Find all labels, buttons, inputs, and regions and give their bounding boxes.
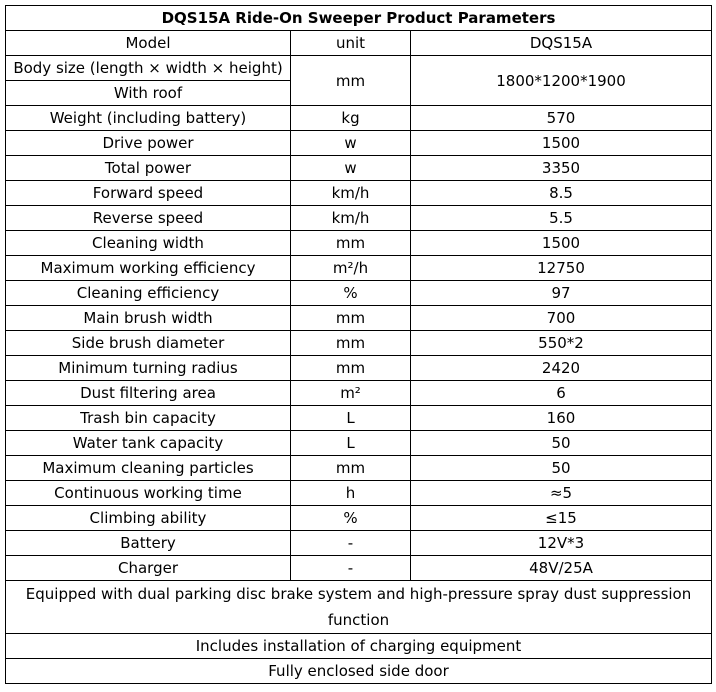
table-row [6, 506, 712, 531]
cell-param: Total power [6, 156, 291, 181]
cell-unit: L [291, 431, 411, 456]
cell-value: 160 [411, 406, 712, 431]
body-size-roof-label: With roof [6, 81, 291, 106]
cell-unit: % [291, 281, 411, 306]
table-row [6, 281, 712, 306]
cell-value: 48V/25A [411, 556, 712, 581]
table-row [6, 156, 712, 181]
cell-unit: L [291, 406, 411, 431]
cell-value: 50 [411, 456, 712, 481]
cell-value: 2420 [411, 356, 712, 381]
cell-param: Main brush width [6, 306, 291, 331]
cell-param: Minimum turning radius [6, 356, 291, 381]
cell-value: 97 [411, 281, 712, 306]
header-row [6, 31, 712, 56]
table-row [6, 331, 712, 356]
cell-unit: - [291, 556, 411, 581]
cell-unit: h [291, 481, 411, 506]
cell-value: 3350 [411, 156, 712, 181]
cell-unit: % [291, 506, 411, 531]
cell-value: 50 [411, 431, 712, 456]
table-row [6, 456, 712, 481]
cell-value: 5.5 [411, 206, 712, 231]
cell-unit: m² [291, 381, 411, 406]
table-row [6, 256, 712, 281]
cell-value: 1500 [411, 131, 712, 156]
cell-param: Dust filtering area [6, 381, 291, 406]
header-value: DQS15A [411, 31, 712, 56]
note-row [6, 581, 712, 634]
body-size-unit: mm [291, 56, 411, 106]
body-size-label: Body size (length × width × height) [6, 56, 291, 81]
table-title: DQS15A Ride-On Sweeper Product Parameters [6, 6, 712, 31]
header-unit: unit [291, 31, 411, 56]
cell-param: Climbing ability [6, 506, 291, 531]
cell-value: 6 [411, 381, 712, 406]
cell-param: Cleaning efficiency [6, 281, 291, 306]
cell-value: 1500 [411, 231, 712, 256]
cell-value: 8.5 [411, 181, 712, 206]
cell-value: 570 [411, 106, 712, 131]
cell-param: Trash bin capacity [6, 406, 291, 431]
cell-param: Maximum working efficiency [6, 256, 291, 281]
table-row [6, 356, 712, 381]
note-text: Includes installation of charging equipment [6, 634, 712, 659]
cell-unit: kg [291, 106, 411, 131]
body-size-value: 1800*1200*1900 [411, 56, 712, 106]
table-row [6, 306, 712, 331]
cell-unit: mm [291, 456, 411, 481]
table-row [6, 556, 712, 581]
cell-value: 12V*3 [411, 531, 712, 556]
note-text: Equipped with dual parking disc brake system and high-pressure spray dust suppression function [6, 581, 712, 634]
table-row [6, 131, 712, 156]
cell-param: Forward speed [6, 181, 291, 206]
table-row [6, 481, 712, 506]
cell-param: Weight (including battery) [6, 106, 291, 131]
cell-value: 550*2 [411, 331, 712, 356]
table-row [6, 231, 712, 256]
table-row [6, 56, 712, 81]
note-text: Fully enclosed side door [6, 659, 712, 684]
table-row [6, 406, 712, 431]
cell-unit: mm [291, 231, 411, 256]
cell-param: Continuous working time [6, 481, 291, 506]
cell-param: Battery [6, 531, 291, 556]
cell-value: ≈5 [411, 481, 712, 506]
cell-unit: km/h [291, 206, 411, 231]
cell-unit: mm [291, 356, 411, 381]
cell-value: 700 [411, 306, 712, 331]
cell-param: Cleaning width [6, 231, 291, 256]
cell-param: Charger [6, 556, 291, 581]
title-row [6, 6, 712, 31]
cell-unit: w [291, 156, 411, 181]
table-row [6, 106, 712, 131]
table-row [6, 431, 712, 456]
cell-unit: mm [291, 306, 411, 331]
cell-param: Side brush diameter [6, 331, 291, 356]
cell-param: Drive power [6, 131, 291, 156]
product-parameters-table [5, 5, 712, 684]
cell-unit: w [291, 131, 411, 156]
note-row [6, 659, 712, 684]
cell-value: 12750 [411, 256, 712, 281]
note-row [6, 634, 712, 659]
cell-param: Reverse speed [6, 206, 291, 231]
cell-unit: m²/h [291, 256, 411, 281]
table-row [6, 206, 712, 231]
table-row [6, 181, 712, 206]
cell-unit: mm [291, 331, 411, 356]
cell-param: Maximum cleaning particles [6, 456, 291, 481]
header-param: Model [6, 31, 291, 56]
cell-unit: km/h [291, 181, 411, 206]
cell-value: ≤15 [411, 506, 712, 531]
table-row [6, 531, 712, 556]
cell-unit: - [291, 531, 411, 556]
table-row [6, 381, 712, 406]
cell-param: Water tank capacity [6, 431, 291, 456]
